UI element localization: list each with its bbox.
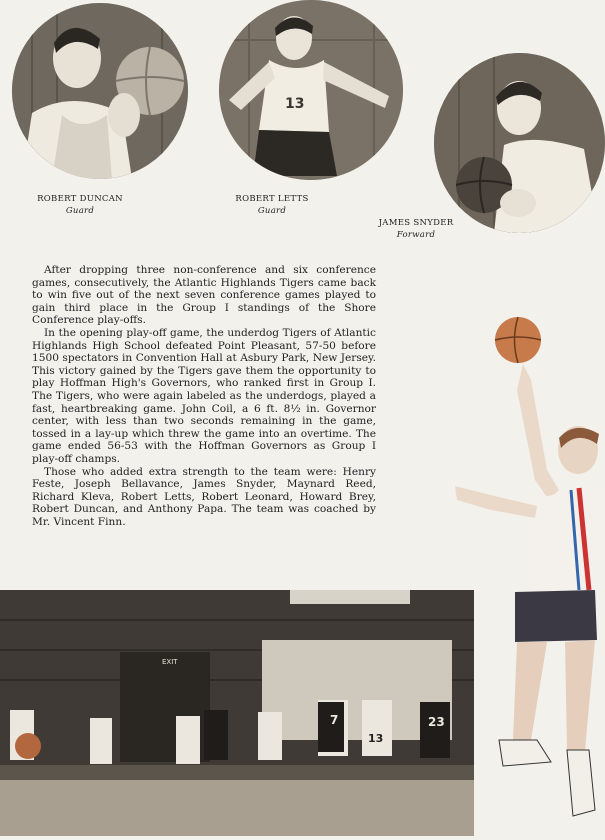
jersey-number: 7 [330,713,339,727]
caption-robert-duncan [20,193,140,217]
portrait-james-snyder [434,53,605,233]
team-photo-scene [0,590,474,836]
player-photo [219,0,403,180]
team-game-photo [0,590,474,836]
player-name: JAMES SNYDER [378,218,454,228]
player-photo [12,3,188,179]
exit-sign: EXIT [162,658,178,666]
caption-robert-letts [212,193,332,217]
player-name: ROBERT DUNCAN [37,194,123,204]
player-position: Guard [65,206,95,216]
basketball-icon [15,733,41,759]
player-position: Guard [257,206,287,216]
portrait-robert-duncan [12,3,188,179]
season-story [32,264,376,528]
portrait-robert-letts [219,0,403,180]
shooting-player-figure [455,310,605,836]
player-name: ROBERT LETTS [235,194,309,204]
player-photo [434,53,605,233]
jersey-number: 13 [285,96,305,112]
basketball-icon [495,317,541,363]
player-position: Forward [396,230,436,240]
story-paragraph: Those who added extra strength to the team were: Henry Feste, Joseph Bellavance, James Snyder, Maynard Reed, Richard Kleva, Robert Letts, Robert Leonard, Howard Brey, Robert Duncan, and Anthony Papa. The team was coached by Mr. Vincent Finn. [32,465,376,528]
story-paragraph: In the opening play-off game, the underdog Tigers of Atlantic Highlands High School defeated Point Pleasant, 57-50 before 1500 spectators in Convention Hall at Asbury Park, New Jersey. This victory gained by the Tigers gave them the opportunity to play Hoffman High's Governors, who ranked first in Group I. The Tigers, who were again labeled as the underdogs, played a fast, heartbreaking game. John Coil, a 6 ft. 8½ in. Governor center, with less than two seconds remaining in the game, tossed in a lay-up which threw the game into an overtime. The game ended 56-53 with the Hoffman Governors as Group I play-off champs. [32,326,376,465]
jersey-number: 23 [428,715,445,729]
jersey-number: 13 [368,732,384,745]
caption-james-snyder [356,217,476,241]
action-shot-photo [455,310,605,836]
story-paragraph: After dropping three non-conference and six conference games, consecutively, the Atlantic Highlands Tigers came back to win five out of the next seven conference games played to gain third place in the Group I standings of the Shore Conference play-offs. [32,264,376,327]
